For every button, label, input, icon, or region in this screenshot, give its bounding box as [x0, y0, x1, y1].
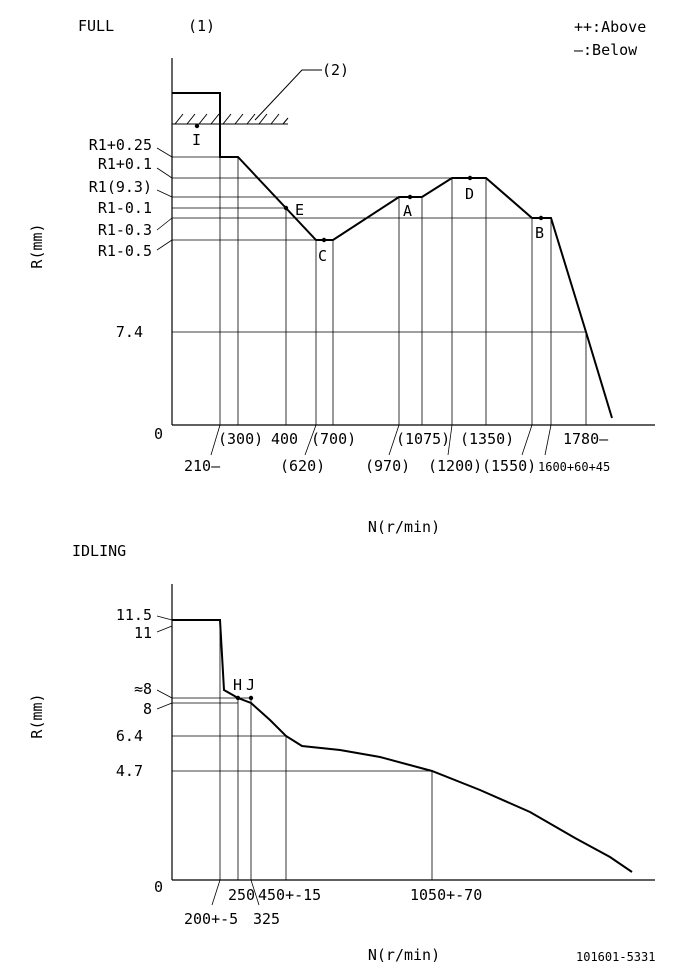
idling-ytick-11: 11	[133, 624, 152, 642]
point-label-c: C	[318, 247, 328, 265]
full-load-chart	[28, 17, 655, 536]
stop-hatch	[172, 70, 322, 124]
idling-ylabel: R(mm)	[28, 693, 46, 739]
full-ytick-r1-minus-05: R1-0.5	[97, 242, 152, 260]
full-ytick-r1-minus-01: R1-0.1	[97, 199, 152, 217]
full-xtick-1075: (1075)	[396, 430, 451, 448]
idling-ytick-6-4: 6.4	[115, 727, 143, 745]
full-xtick-300: (300)	[218, 430, 264, 448]
idling-ytick-11-5: 11.5	[115, 606, 152, 624]
idling-ytick-8: 8	[142, 700, 152, 718]
point-label-a: A	[403, 202, 413, 220]
point-label-d: D	[465, 185, 475, 203]
full-ytick-r1-plus-01: R1+0.1	[97, 155, 152, 173]
legend-below: —:Below	[574, 41, 638, 59]
full-xtick-1550: (1550)	[482, 457, 537, 475]
full-ytick-r1-minus-03: R1-0.3	[97, 221, 152, 239]
idling-ytick-0: 0	[153, 878, 163, 896]
full-ytick-r1-plus-025: R1+0.25	[88, 136, 152, 154]
callout-1: (1)	[188, 17, 216, 35]
point-label-h: H	[233, 676, 243, 694]
full-xtick-1350: (1350)	[460, 430, 515, 448]
idling-title: IDLING	[72, 542, 127, 560]
full-ylabel: R(mm)	[28, 223, 46, 269]
idling-xtick-325: 325	[253, 910, 281, 928]
point-label-j: J	[246, 676, 256, 694]
full-ytick-7-4: 7.4	[115, 323, 143, 341]
point-label-i: I	[192, 131, 202, 149]
point-label-b: B	[535, 224, 545, 242]
full-xtick-400: 400	[271, 430, 299, 448]
idling-chart	[28, 542, 655, 964]
idling-xtick-450: 450+-15	[258, 886, 322, 904]
full-xtick-1780: 1780—	[563, 430, 609, 448]
callout-2: (2)	[322, 61, 350, 79]
full-xlabel: N(r/min)	[367, 518, 441, 536]
idling-ytick-approx-8: ≈8	[133, 680, 152, 698]
full-xtick-700: (700)	[311, 430, 357, 448]
full-xtick-1600: 1600+60+45	[538, 460, 611, 474]
drawing-code: 101601-5331	[576, 950, 656, 964]
full-xtick-1200: (1200)	[428, 457, 483, 475]
idling-xtick-250: 250	[228, 886, 256, 904]
legend-above: ++:Above	[574, 18, 647, 36]
idling-curve	[172, 620, 632, 872]
full-xtick-620: (620)	[280, 457, 326, 475]
full-xtick-970: (970)	[365, 457, 411, 475]
full-ytick-0: 0	[153, 425, 163, 443]
idling-xtick-1050: 1050+-70	[410, 886, 483, 904]
full-title: FULL	[78, 17, 115, 35]
idling-xtick-200: 200+-5	[184, 910, 239, 928]
full-xtick-210: 210—	[184, 457, 221, 475]
idling-xlabel: N(r/min)	[367, 946, 441, 964]
idling-ytick-4-7: 4.7	[115, 762, 143, 780]
full-ref-lines	[157, 148, 586, 455]
point-label-e: E	[295, 201, 305, 219]
full-ytick-r1: R1(9.3)	[88, 178, 152, 196]
